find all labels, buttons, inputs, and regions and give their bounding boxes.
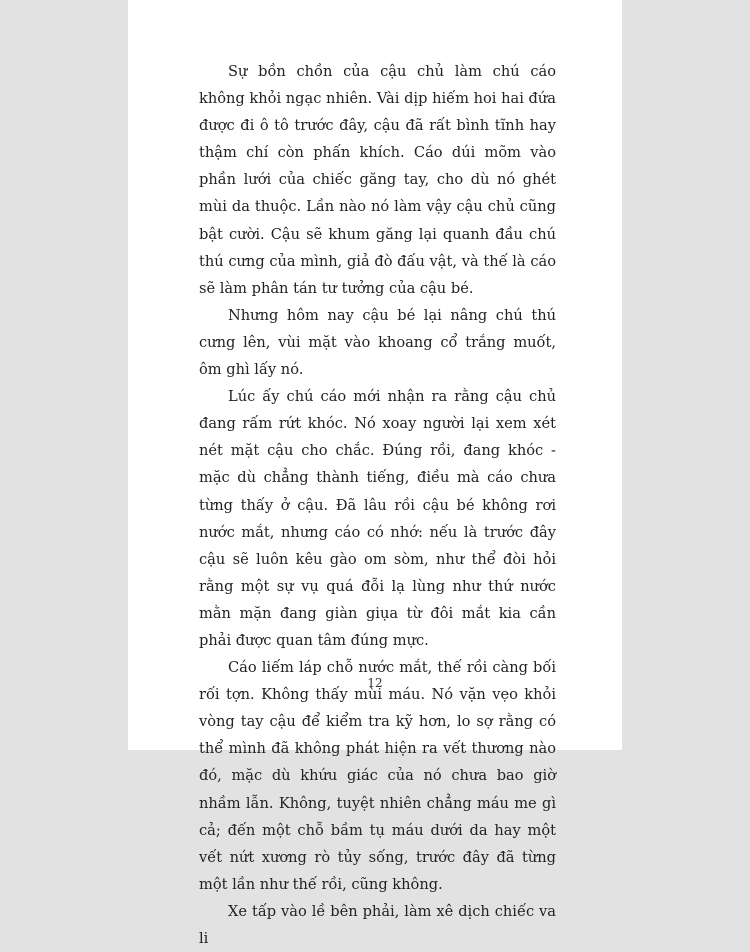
- book-page: [128, 0, 622, 947]
- paragraph: Cáo liếm láp chỗ nước mắt, thế rồi càng bối rối tợn. Không thấy mùi máu. Nó vặn vẹo khỏi vòng tay cậu để kiểm tra kỹ hơn, lo sợ rằng có thể mình đã không phát hiện ra vết thương nào đó, mặc dù khứu giác của nó chưa bao giờ nhầm lẫn. Không, tuyệt nhiên chẳng máu me gì cả; đến một chỗ bầm tụ máu dưới da hay một vết nứt xương rò tủy sống, trước đây đã từng một lần như thế rồi, cũng không.: [199, 659, 556, 893]
- paragraph: Lúc ấy chú cáo mới nhận ra rằng cậu chủ đang rấm rứt khóc. Nó xoay người lại xem xét nét mặt cậu cho chắc. Đúng rồi, đang khóc - mặc dù chẳng thành tiếng, điều mà cáo chưa từng thấy ở cậu. Đã lâu rồi cậu bé không rơi nước mắt, nhưng cáo có nhớ: nếu là trước đây cậu sẽ luôn kêu gào om sòm, như thể đòi hỏi rằng một sự vụ quá đỗi lạ lùng như thứ nước mằn mặn đang giàn giụa từ đôi mắt kia cần phải được quan tâm đúng mực.: [199, 388, 556, 649]
- paragraph: Sự bồn chồn của cậu chủ làm chú cáo không khỏi ngạc nhiên. Vài dịp hiếm hoi hai đứa được đi ô tô trước đây, cậu đã rất bình tĩnh hay thậm chí còn phấn khích. Cáo dúi mõm vào phần lưới của chiếc găng tay, cho dù nó ghét mùi da thuộc. Lần nào nó làm vậy cậu chủ cũng bật cười. Cậu sẽ khum găng lại quanh đầu chú thú cưng của mình, giả đò đấu vật, và thế là cáo sẽ làm phân tán tư tưởng của cậu bé.: [199, 63, 556, 297]
- page-number: 12: [367, 676, 383, 690]
- paragraph: Nhưng hôm nay cậu bé lại nâng chú thú cưng lên, vùi mặt vào khoang cổ trắng muốt, ôm ghì lấy nó.: [199, 306, 556, 379]
- body-text: [199, 58, 556, 952]
- paragraph: Xe tấp vào lề bên phải, làm xê dịch chiếc va li: [199, 902, 556, 947]
